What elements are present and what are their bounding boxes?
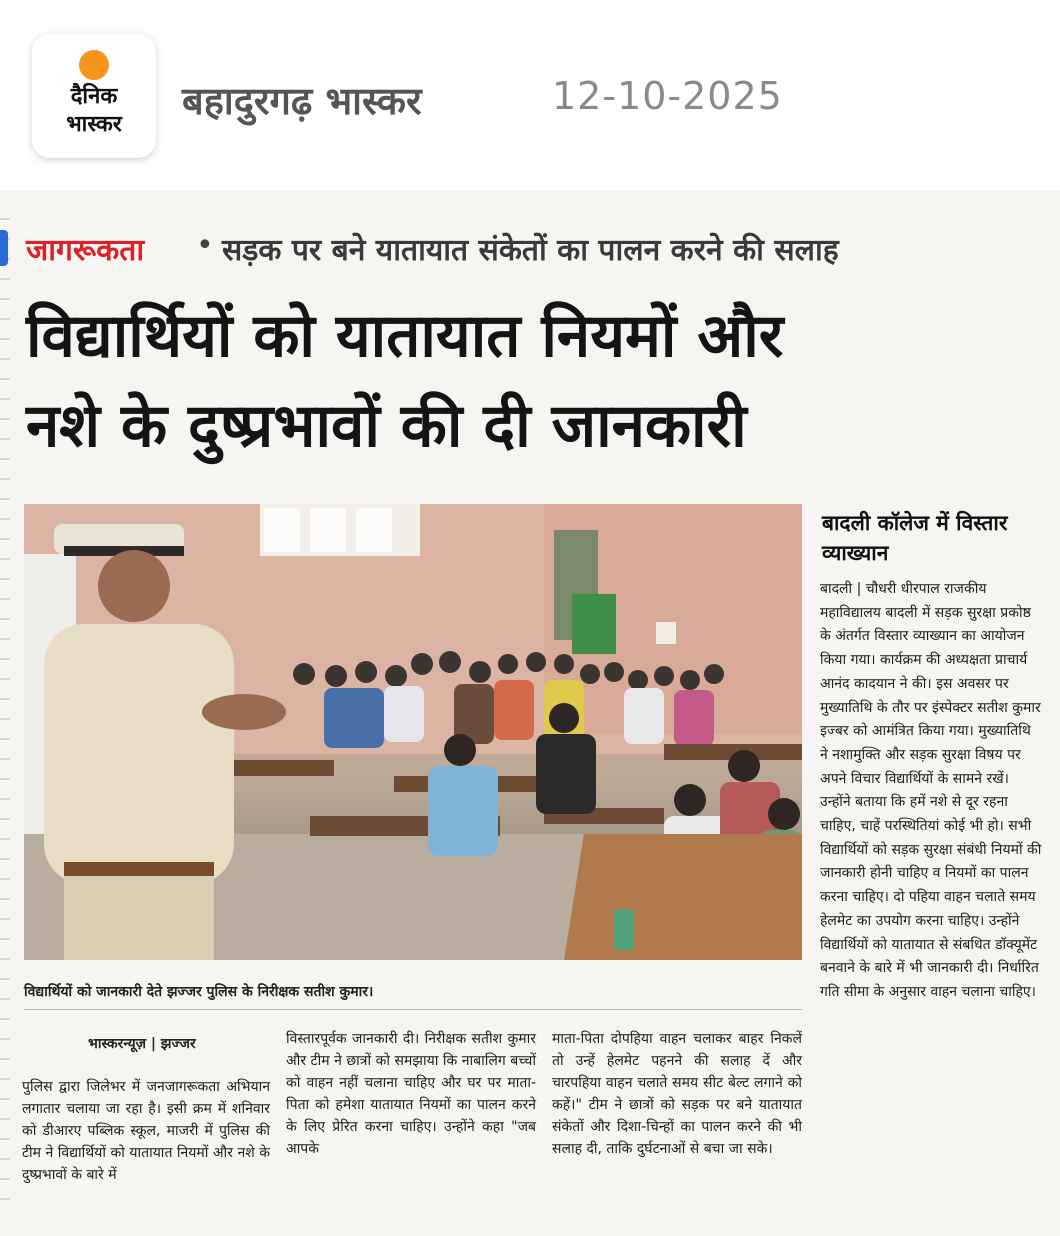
sun-icon: [79, 50, 109, 80]
article-column-2: विस्तारपूर्वक जानकारी दी। निरीक्षक सतीश कुमार और टीम ने छात्रों को समझाया कि नाबालिग बच्चों को वाहन नहीं चलाना चाहिए और घर पर माता-पिता को हमेशा यातायात नियमों का पालन करने के लिए प्रेरित करना चाहिए। उन्होंने कहा "जब आपके: [286, 1031, 536, 1157]
article-column-3: माता-पिता दोपहिया वाहन चलाकर बाहर निकलें तो उन्हें हेलमेट पहनने की सलाह दें और चारपहिया वाहन चलाते समय सीट बेल्ट लगाने को कहें।" टीम ने छात्रों को सड़क पर बने यातायात संकेतों और दिशा-चिन्हों का पालन करने की भी सलाह दी, ताकि दुर्घटनाओं से बचा जा सके।: [552, 1031, 802, 1157]
kicker-separator: •: [196, 228, 214, 263]
classroom-scene-illustration: [24, 504, 802, 960]
edge-marker: [0, 230, 8, 266]
edition-date: 12-10-2025: [552, 74, 783, 118]
edition-name: बहादुरगढ़ भास्कर: [182, 79, 422, 123]
kicker-subhead: सड़क पर बने यातायात संकेतों का पालन करने की सलाह: [222, 233, 839, 268]
photo-caption: विद्यार्थियों को जानकारी देते झज्जर पुलिस के निरीक्षक सतीश कुमार।: [24, 982, 802, 1010]
classroom-photo: [24, 504, 802, 960]
sidebar-title: बादली कॉलेज में विस्तार व्याख्यान: [822, 511, 1008, 565]
app-header: [0, 0, 1060, 190]
byline: भास्करन्यूज़ | झज्जर: [88, 1036, 196, 1052]
headline-line-2: नशे के दुष्प्रभावों की दी जानकारी: [26, 391, 747, 461]
newspaper-logo[interactable]: [32, 34, 156, 158]
logo-text-top: दैनिक: [70, 84, 118, 109]
logo-text-bottom: भास्कर: [66, 112, 122, 137]
clipping-left-edge: [0, 200, 10, 1200]
sidebar-body: बादली | चौधरी धीरपाल राजकीय महाविद्यालय बादली में सड़क सुरक्षा प्रकोष्ठ के अंतर्गत विस्तार व्याख्यान का आयोजन किया गया। कार्यक्रम की अध्यक्षता प्राचार्य आनंद कादयान ने की। इस अवसर पर मुख्यातिथि के तौर पर इंस्पेक्टर सतीश कुमार इज्बर को आमंत्रित किया गया। मुख्यातिथि ने नशामुक्ति और सड़क सुरक्षा विषय पर अपने विचार विद्यार्थियों के सामने रखें। उन्होंने बताया कि हमें नशे से दूर रहना चाहिए, चाहें परस्थितियां कोई भी हो। सभी विद्यार्थियों को सड़क सुरक्षा संबंधी नियमों की जानकारी होनी चाहिए व नियमों का पालन करना चाहिए। दो पहिया वाहन चलाते समय हेलमेट का उपयोग करना चाहिए। उन्होंने विद्यार्थियों को यातायात से संबधित डॉक्यूमेंट बनवाने के बारे में भी जानकारी दी। निर्धारित गति सीमा के अनुसार वाहन चलाना चाहिए।: [820, 581, 1042, 1000]
kicker-label: जागरूकता: [26, 233, 145, 268]
headline-line-1: विद्यार्थियों को यातायात नियमों और: [26, 301, 784, 371]
article-column-1: पुलिस द्वारा जिलेभर में जनजागरूकता अभियान लगातार चलाया जा रहा है। इसी क्रम में शनिवार को डीआरए पब्लिक स्कूल, माजरी में पुलिस की टीम ने विद्यार्थियों को यातायात नियमों और नशे के दुष्प्रभावों के बारे में: [22, 1079, 270, 1183]
kicker-row: [0, 222, 1060, 272]
